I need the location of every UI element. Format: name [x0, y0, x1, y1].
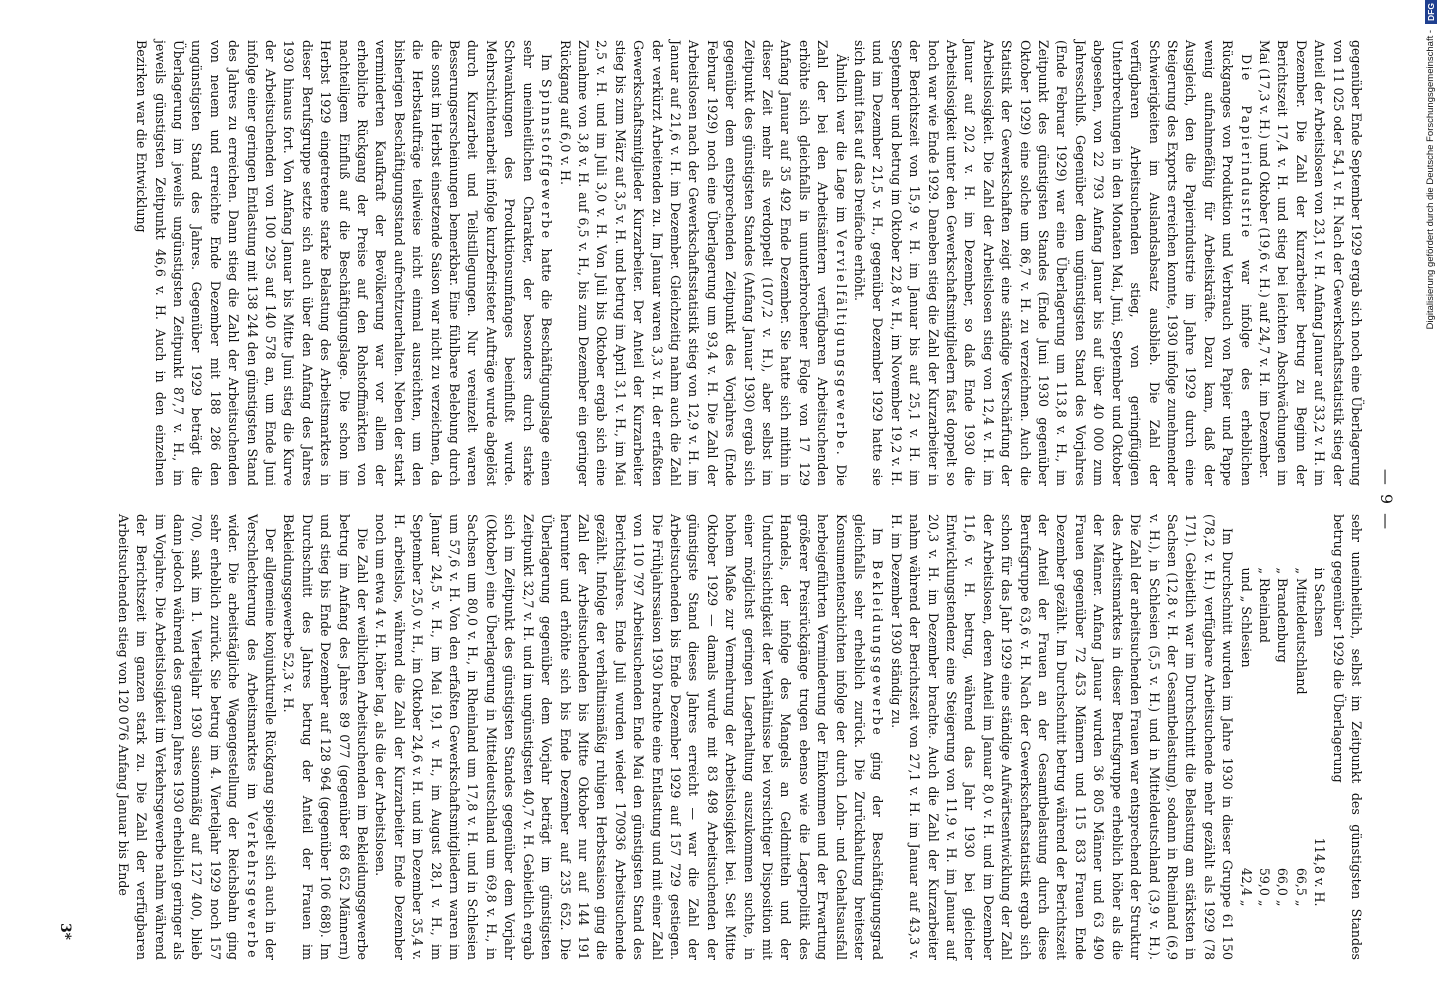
- paragraph-clothing-trade-lead: Im: [870, 528, 886, 560]
- paragraph-regional-intro: sehr uneinheitlich, selbst im Zeitpunkt des günstigsten Standes betrug gegenüber 1929 die Überlagerung: [1330, 514, 1364, 960]
- list-item-value: 66,0 „: [1275, 867, 1291, 907]
- section-keyword-transport-trade: Verkehrsgewerbe: [244, 811, 260, 960]
- list-item: [1255, 568, 1273, 907]
- list-item-label: und „ Schlesien: [1238, 567, 1254, 668]
- paragraph-clothing-women: Die Zahl der weiblichen Arbeitsuchenden im Bekleidungsgewerbe betrug im Anfang des Jahres 89 077 (gegenüber 68 652 Männern) und stieg bis Ende Dezember auf 128 964 (gegenüber 106 688). Im Durchschnitt des Jahres betrug der Anteil der Frauen im Bekleidungsgewerbe 52,3 v. H.: [281, 514, 371, 960]
- right-column: [75, 514, 1365, 960]
- section-keyword-paper-industry: Die Papierindustrie: [1238, 54, 1254, 240]
- paragraph-clothing-trade: [371, 514, 886, 960]
- regional-overload-list: [1236, 568, 1328, 907]
- section-keyword-textile-trade: Spinnstoffgewerbe: [539, 78, 555, 241]
- list-item: [1291, 568, 1309, 907]
- list-item-label: „ Rheinland: [1256, 567, 1272, 643]
- paragraph-transport-trade-text: wider. Die arbeitstägliche Wagengestellung der Reichsbahn ging sehr erheblich zurück. Sie betrug im 4. Vierteljahr 1929 noch 157 700, sank im 1. Vierteljahr 1930 saisonmäßig auf 127 400, blieb dann jedoch während des ganzen Jahres 1930 erheblich geringer als im Vorjahre. Die Arbeitslosigkeit im Verkehrsgewerbe nahm während der Berichtszeit im ganzen stark zu. Die Zahl der verfügbaren Arbeitsuchenden stieg von 120 076 Anfang Januar bis Ende: [115, 514, 242, 960]
- list-item: [1310, 568, 1328, 907]
- paragraph-ceramics-end: gegenüber Ende September 1929 ergab sich noch eine Überlagerung von 11 025 oder 54,1 v. H. Nach der Gewerkschaftsstatistik stieg der Anteil der Arbeitslosen von 23,1 v. H. Anfang Januar auf 33,2 v. H. im Dezember. Die Zahl der Kurzarbeiter betrug zu Beginn der Berichtszeit 17,4 v. H. und stieg bei leichten Abschwächungen im Mai (17,3 v. H.) und Oktober (19,6 v. H.) auf 24,7 v. H. im Dezember.: [1256, 40, 1364, 486]
- paragraph-printing-trade: [555, 40, 850, 486]
- paragraph-printing-trade-lead: Ähnlich war die Lage im: [833, 54, 849, 230]
- paragraph-paper-industry-text: war infolge des erheblichen Rückganges von Produktion und Verbrauch von Papier und Pappe wenig aufnahmefähig für Arbeitskräfte. Dazu kam, daß der Ausgleich, den die Papierindustrie im Jahre 1929 durch eine Steigerung des Exports erreichen konnte, 1930 infolge zunehmender Schwierigkeiten im Auslandsabsatz ausblieb. Die Zahl der verfügbaren Arbeitsuchenden stieg, von geringfügigen Unterbrechungen in den Monaten Mai, Juni, September und Oktober abgesehen, von 22 793 Anfang Januar bis auf über 40 000 zum Jahresschluß. Gegenüber dem ungünstigsten Stand des Vorjahres (Ende Februar 1929) war eine Überlagerung um 113,8 v. H., im Zeitpunkt des günstigsten Standes (Ende Juni 1930 gegenüber Oktober 1929) eine solche um 86,7 v. H. zu verzeichnen. Auch die Statistik der Gewerkschaften zeigt eine ständige Verschärfung der Arbeitslosigkeit. Die Zahl der Arbeitslosen stieg von 12,4 v. H. im Januar auf 20,2 v. H. im Dezember, so daß Ende 1930 die Arbeitslosigkeit unter den Gewerkschaftsmitgliedern fast doppelt so hoch war wie Ende 1929. Daneben stieg die Zahl der Kurzarbeiter in der Berichtszeit von 15,9 v. H. im Januar bis auf 25,1 v. H. im September und betrug im Oktober 22,8 v. H., im November 19,2 v. H. und im Dezember 21,5 v. H., gegenüber Dezember 1929 hatte sie sich damit fast auf das Dreifache erhöht.: [852, 40, 1254, 486]
- list-item-value: 59,0 „: [1256, 867, 1272, 907]
- dfg-logo: DFG: [1425, 0, 1437, 24]
- left-column: [75, 40, 1365, 486]
- paragraph-textile-trade: [132, 40, 555, 486]
- list-item-value: 42,4 „: [1238, 867, 1254, 907]
- paragraph-printing-trade-text: Die Zahl der bei den Arbeitsämtern verfügbaren Arbeitsuchenden erhöhte sich gleichfalls in ununterbrochener Folge von 17 129 Anfang Januar auf 35 492 Ende Dezember. Sie hatte sich mithin in dieser Zeit mehr als verdoppelt (107,2 v. H.), aber selbst im Zeitpunkt des günstigsten Standes (Anfang Januar 1930) ergab sich gegenüber dem entsprechenden Zeitpunkt des Vorjahres (Ende Februar 1929) noch eine Überlagerung um 93,4 v. H. Die Zahl der Arbeitslosen nach der Gewerkschaftsstatistik stieg von 12,9 v. H. im Januar auf 21,6 v. H. im Dezember. Gleichzeitig nahm auch die Zahl der verkürzt Arbeitenden zu. Im Januar waren 3,3 v. H. der erfaßten Gewerkschaftsmitglieder Kurzarbeiter. Der Anteil der Kurzarbeiter stieg bis zum März auf 3,5 v. H. und betrug im April 3,1 v. H., im Mai 2,5 v. H. und im Juli 3,0 v. H. Von Juli bis Oktober ergab sich eine Zunahme von 3,8 v. H. auf 6,5 v. H., bis zum Dezember ein geringer Rückgang auf 6,0 v. H.: [557, 40, 849, 486]
- list-item-label: in Sachsen: [1312, 567, 1328, 637]
- list-item-value: 66,5 „: [1293, 867, 1309, 907]
- paragraph-paper-industry: [850, 40, 1255, 486]
- page-number: — 9 —: [1377, 468, 1396, 532]
- credit-text: Digitalisierung gefördert durch die Deutsche Forschungsgemeinschaft -: [1425, 29, 1436, 330]
- list-item: [1236, 568, 1254, 907]
- section-keyword-clothing-trade: Bekleidungsgewerbe: [870, 559, 886, 738]
- digitization-credit: [1424, 0, 1438, 1000]
- paragraph-clothing-trade-text: ging der Beschäftigungsgrad gleichfalls sehr erheblich zurück. Die Zurückhaltung breitester Konsumentenschichten infolge der durch Lohn- und Gehaltsausfall herbeigeführten Verminderung der Einkommen und der Erwartung größerer Preisrückgänge trugen ebenso wie die Lagerpolitik des Handels, der infolge des Mangels an Geldmitteln und der Undurchsichtigkeit der Verhältnisse bei vorsichtiger Disposition mit einer möglichst geringen Lagerhaltung auszukommen suchte, in hohem Maße zur Vermehrung der Arbeitslosigkeit bei. Seit Mitte Oktober 1929 — damals wurde mit 83 498 Arbeitsuchenden der günstigste Stand dieses Jahres erreicht — war die Zahl der Arbeitsuchenden bis Ende Dezember 1929 auf 157 729 gestiegen. Die Frühjahrssaison 1930 brachte eine Entlastung und mit einer Zahl von 110 797 Arbeitsuchenden Ende Mai den günstigsten Stand des Berichtsjahres. Ende Juli wurden wieder 170936 Arbeitsuchende gezählt. Infolge der verhältnismäßig ruhigen Herbstsaison ging die Zahl der Arbeitsuchenden bis Mitte Oktober nur auf 144 191 herunter und erhöhte sich bis Ende Dezember auf 235 652. Die Überlagerung gegenüber dem Vorjahr beträgt im günstigsten Zeitpunkt 32,7 v. H. und im ungünstigsten 40,7 v. H. Gebietlich ergab sich im Zeitpunkt des günstigsten Standes gegenüber dem Vorjahr (Oktober) eine Überlagerung in Mitteldeutschland um 69,8 v. H., in Sachsen um 80,0 v. H., in Rheinland um 17,8 v. H. und in Schlesien um 57,6 v. H. Von den erfaßten Gewerkschaftsmitgliedern waren im Januar 24,5 v. H., im Mai 19,1 v. H., im August 28,1 v. H., im September 25,0 v. H., im Oktober 24,6 v. H. und im Dezember 35,4 v. H. arbeitslos, während die Zahl der Kurzarbeiter Ende Dezember noch um etwa 4 v. H. höher lag, als die der Arbeitslosen.: [373, 514, 886, 960]
- section-keyword-printing-trade: Vervielfältigungsgewerbe.: [833, 229, 849, 458]
- paragraph-transport-trade: [113, 514, 279, 960]
- paragraph-textile-average: Im Durchschnitt wurden im Jahre 1930 in dieser Gruppe 61 150 (78,2 v. H.) verfügbare Arbeitsuchende mehr gezählt als 1929 (78 171). Gebietlich war im Durchschnitt die Belastung am stärksten in Sachsen (12,8 v. H. der Gesamtbelastung), sodann in Rheinland (6,9 v. H.), in Schlesien (5,5 v. H.) und in Mitteldeutschland (3,9 v. H.). Die Zahl der arbeitsuchenden Frauen war entsprechend der Struktur des Arbeitsmarktes in dieser Berufsgruppe erheblich höher als die der Männer. Anfang Januar wurden 36 805 Männer und 63 490 Frauen gegenüber 72 453 Männern und 115 833 Frauen Ende Dezember gezählt. Im Durchschnitt betrug während der Berichtszeit der Anteil der Frauen an der Gesamtbelastung durch diese Berufsgruppe 63,6 v. H. Nach der Gewerkschaftsstatistik ergab sich schon für das Jahr 1929 eine ständige Aufwärtsentwicklung der Zahl der Arbeitslosen, deren Anteil im Januar 8,0 v. H. und im Dezember 11,6 v. H. betrug, während das Jahr 1930 bei gleicher Entwicklungstendenz eine Steigerung von 11,9 v. H. im Januar auf 20,3 v. H. im Dezember brachte. Auch die Zahl der Kurzarbeiter nahm während der Berichtszeit von 27,1 v. H. im Januar auf 43,3 v. H. im Dezember 1930 ständig zu.: [888, 514, 1236, 960]
- list-item: [1273, 568, 1291, 907]
- list-item-label: „ Brandenburg: [1275, 567, 1291, 663]
- paragraph-transport-trade-lead: Der allgemeine konjunkturelle Rückgang spiegelt sich auch in der Verschlechterung des Arbeitsmarktes im: [244, 514, 279, 960]
- list-item-label: „ Mitteldeutschland: [1293, 567, 1309, 695]
- sheet-signature: 3*: [57, 922, 73, 940]
- document-page: [45, 0, 1425, 1000]
- paragraph-textile-trade-text: hatte die Beschäftigungslage einen sehr uneinheitlichen Charakter, der besonders durch starke Schwankungen des Produktionsumfanges beeinflußt wurde. Mehrschichtenarbeit infolge kurzbefristeter Aufträge wurde abgelöst durch Kurzarbeit und Teilstillegungen. Nur vereinzelt waren Besserungserscheinungen bemerkbar. Eine fühlbare Belebung durch die sonst im Herbst einsetzende Saison war nicht zu verzeichnen, da die Herbstaufträge teilweise nicht einmal ausreichten, um den bisherigen Beschäftigungsstand aufrechtzuerhalten. Neben der stark verminderten Kaufkraft der Bevölkerung war vor allem der erhebliche Rückgang der Preise auf den Rohstoffmärkten von nachteiligem Einfluß auf die Beschäftigungslage. Die schon im Herbst 1929 eingetretene starke Belastung des Arbeitsmarktes in dieser Berufsgruppe setzte sich auch über den Anfang des Jahres 1930 hinaus fort. Von Anfang Januar bis Mitte Juni stieg die Kurve der Arbeitsuchenden von 100 295 auf 140 578 an, um Ende Juni infolge einer geringen Entlastung mit 138 244 den günstigsten Stand des Jahres zu erreichen. Dann stieg die Zahl der Arbeitsuchenden von neuem und erreichte Ende Dezember mit 188 286 den ungünstigsten Stand des Jahres. Gegenüber 1929 beträgt die Überlagerung im jeweils ungünstigsten Zeitpunkt 87,7 v. H., im jeweils günstigsten Zeitpunkt 46,6 v. H. Auch in den einzelnen Bezirken war die Entwicklung: [134, 40, 555, 487]
- list-item-value: 114,8 v. H.: [1312, 837, 1328, 907]
- text-columns: [75, 40, 1365, 960]
- paragraph-textile-trade-lead: Im: [539, 54, 555, 79]
